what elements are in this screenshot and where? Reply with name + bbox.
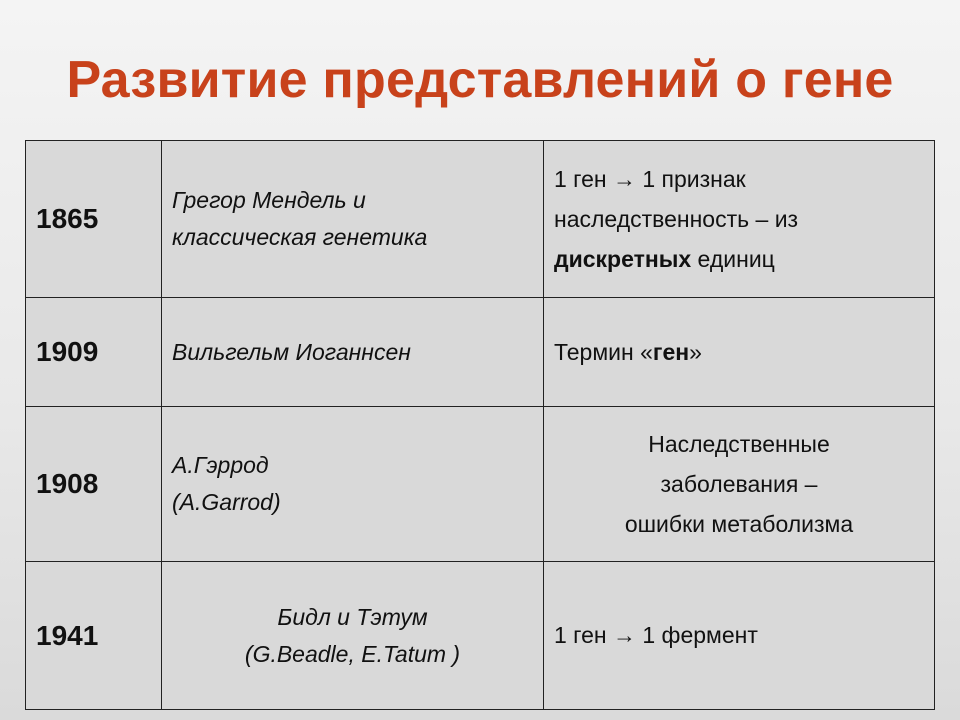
slide-title: Развитие представлений о гене — [66, 51, 894, 109]
concept-line: Наследственные — [648, 430, 830, 457]
year-1941: 1941 — [36, 619, 99, 651]
scientist-cell — [162, 407, 544, 562]
concept-rest: единиц — [691, 246, 775, 273]
year-1908: 1908 — [36, 468, 99, 499]
concept-bold-word: дискретных — [554, 246, 692, 273]
table-row — [26, 298, 935, 407]
scientist-line: классическая генетика — [172, 224, 428, 250]
concept-cell — [544, 407, 935, 562]
concept-cell — [544, 298, 935, 407]
scientist-cell — [162, 141, 544, 298]
concept-line: наследственность – из — [554, 205, 799, 232]
year-1909: 1909 — [36, 336, 99, 367]
table-row — [26, 141, 935, 298]
scientist-line: (G.Beadle, E.Tatum ) — [244, 640, 461, 667]
year-cell — [26, 407, 162, 562]
year-cell — [26, 298, 162, 407]
term-suffix: » — [689, 338, 702, 365]
concept-line: ошибки метаболизма — [624, 511, 854, 538]
scientist-cell — [162, 562, 544, 710]
term-gene: ген — [652, 338, 690, 365]
scientist-line: (A.Garrod) — [172, 489, 281, 515]
concept-line — [554, 239, 924, 279]
history-table — [25, 140, 935, 710]
scientist-line: Грегор Мендель и — [172, 187, 366, 214]
concept-cell — [544, 141, 935, 298]
concept-line: 1 ген → 1 фермент — [554, 622, 758, 649]
scientist-line: А.Гэррод — [172, 452, 269, 479]
term-prefix: Термин « — [554, 338, 653, 365]
year-1865: 1865 — [36, 203, 99, 234]
concept-line: заболевания – — [660, 470, 818, 497]
table-row — [26, 562, 935, 710]
concept-line: 1 ген → 1 признак — [554, 165, 746, 192]
scientist-line: Вильгельм Иоганнсен — [172, 338, 411, 365]
year-cell — [26, 141, 162, 298]
scientist-line: Бидл и Тэтум — [277, 603, 428, 630]
concept-cell — [544, 562, 935, 710]
table-row — [26, 407, 935, 562]
scientist-cell — [162, 298, 544, 407]
year-cell — [26, 562, 162, 710]
